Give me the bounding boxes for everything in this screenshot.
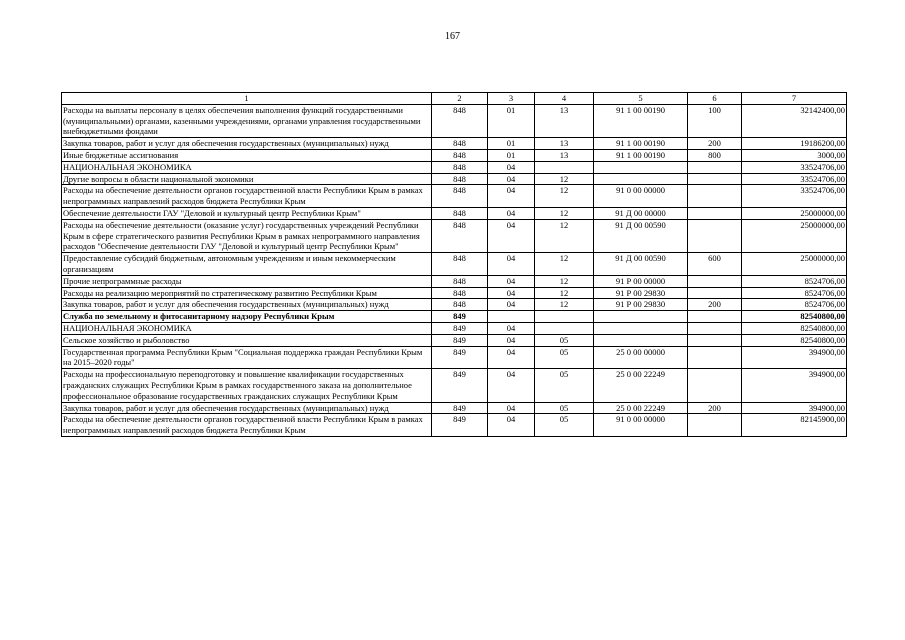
row-section-cell: 04 — [488, 219, 535, 252]
row-subsection-cell: 05 — [535, 369, 594, 402]
row-section-cell: 04 — [488, 414, 535, 437]
row-section-cell: 01 — [488, 149, 535, 161]
row-section-cell: 04 — [488, 253, 535, 276]
row-name-cell: Государственная программа Республики Крым "Социальная поддержка граждан Республики Крым на 2015–2020 годы" — [62, 346, 432, 369]
row-name-cell: Другие вопросы в области национальной экономики — [62, 173, 432, 185]
table-row — [62, 185, 847, 208]
row-amount-cell: 394900,00 — [742, 346, 847, 369]
row-amount-cell: 33524706,00 — [742, 185, 847, 208]
row-name-cell: Расходы на обеспечение деятельности органов государственной власти Республики Крым в рамках непрограммных направлений расходов бюджета Республики Крым — [62, 414, 432, 437]
table-row — [62, 402, 847, 414]
row-name-cell: НАЦИОНАЛЬНАЯ ЭКОНОМИКА — [62, 161, 432, 173]
row-section-cell: 04 — [488, 369, 535, 402]
table-row — [62, 299, 847, 311]
row-name-cell: НАЦИОНАЛЬНАЯ ЭКОНОМИКА — [62, 322, 432, 334]
row-target-article-cell: 91 Р 00 29830 — [594, 287, 688, 299]
row-section-cell: 04 — [488, 334, 535, 346]
row-section-cell: 04 — [488, 322, 535, 334]
row-target-article-cell: 91 1 00 00190 — [594, 149, 688, 161]
row-amount-cell: 82540800,00 — [742, 311, 847, 323]
row-expense-type-cell: 600 — [688, 253, 742, 276]
row-amount-cell: 82540800,00 — [742, 334, 847, 346]
row-expense-type-cell: 800 — [688, 149, 742, 161]
row-amount-cell: 33524706,00 — [742, 173, 847, 185]
row-target-article-cell: 91 Д 00 00590 — [594, 253, 688, 276]
row-grbs-cell: 848 — [432, 219, 488, 252]
row-section-cell: 01 — [488, 138, 535, 150]
row-subsection-cell: 12 — [535, 185, 594, 208]
row-target-article-cell: 25 0 00 22249 — [594, 369, 688, 402]
row-subsection-cell: 12 — [535, 173, 594, 185]
row-expense-type-cell — [688, 161, 742, 173]
header-row — [62, 93, 847, 105]
row-subsection-cell: 12 — [535, 253, 594, 276]
row-grbs-cell: 849 — [432, 346, 488, 369]
row-target-article-cell: 91 Д 00 00590 — [594, 219, 688, 252]
table-row — [62, 346, 847, 369]
row-expense-type-cell — [688, 207, 742, 219]
row-subsection-cell — [535, 322, 594, 334]
table-row — [62, 414, 847, 437]
row-section-cell: 04 — [488, 173, 535, 185]
row-section-cell: 04 — [488, 207, 535, 219]
row-name-cell: Предоставление субсидий бюджетным, автономным учреждениям и иным некоммерческим организациям — [62, 253, 432, 276]
row-amount-cell: 82145900,00 — [742, 414, 847, 437]
row-name-cell: Расходы на обеспечение деятельности органов государственной власти Республики Крым в рамках непрограммных направлений расходов бюджета Республики Крым — [62, 185, 432, 208]
row-subsection-cell: 12 — [535, 207, 594, 219]
row-section-cell — [488, 311, 535, 323]
row-name-cell: Закупка товаров, работ и услуг для обеспечения государственных (муниципальных) нужд — [62, 138, 432, 150]
table-row — [62, 334, 847, 346]
row-subsection-cell — [535, 161, 594, 173]
row-section-cell: 04 — [488, 402, 535, 414]
row-amount-cell: 3000,00 — [742, 149, 847, 161]
row-section-cell: 01 — [488, 104, 535, 137]
table-header — [62, 93, 847, 105]
budget-table — [61, 92, 847, 437]
row-target-article-cell — [594, 322, 688, 334]
row-grbs-cell: 848 — [432, 275, 488, 287]
row-subsection-cell: 05 — [535, 334, 594, 346]
row-target-article-cell: 91 Р 00 29830 — [594, 299, 688, 311]
row-grbs-cell: 849 — [432, 322, 488, 334]
row-grbs-cell: 848 — [432, 185, 488, 208]
row-subsection-cell: 05 — [535, 402, 594, 414]
table-row — [62, 253, 847, 276]
row-grbs-cell: 848 — [432, 253, 488, 276]
row-subsection-cell: 12 — [535, 287, 594, 299]
row-amount-cell: 8524706,00 — [742, 299, 847, 311]
row-name-cell: Расходы на выплаты персоналу в целях обеспечения выполнения функций государственными (муниципальными) органами, казенными учреждениями, органами управления государственными внебюджетными фондами — [62, 104, 432, 137]
row-subsection-cell: 13 — [535, 138, 594, 150]
row-amount-cell: 8524706,00 — [742, 275, 847, 287]
column-header: 5 — [594, 93, 688, 105]
column-header: 1 — [62, 93, 432, 105]
row-grbs-cell: 848 — [432, 161, 488, 173]
row-target-article-cell: 25 0 00 00000 — [594, 346, 688, 369]
row-name-cell: Служба по земельному и фитосанитарному надзору Республики Крым — [62, 311, 432, 323]
table-row — [62, 322, 847, 334]
row-expense-type-cell — [688, 173, 742, 185]
row-expense-type-cell — [688, 322, 742, 334]
column-header: 7 — [742, 93, 847, 105]
table-body — [62, 104, 847, 436]
column-header: 3 — [488, 93, 535, 105]
row-target-article-cell: 91 0 00 00000 — [594, 414, 688, 437]
row-expense-type-cell — [688, 334, 742, 346]
row-target-article-cell: 91 0 00 00000 — [594, 185, 688, 208]
row-amount-cell: 394900,00 — [742, 369, 847, 402]
row-subsection-cell — [535, 311, 594, 323]
row-expense-type-cell: 100 — [688, 104, 742, 137]
row-expense-type-cell — [688, 219, 742, 252]
row-subsection-cell: 12 — [535, 219, 594, 252]
row-expense-type-cell — [688, 185, 742, 208]
row-amount-cell: 32142400,00 — [742, 104, 847, 137]
row-target-article-cell — [594, 173, 688, 185]
row-grbs-cell: 848 — [432, 299, 488, 311]
row-target-article-cell — [594, 311, 688, 323]
table-row — [62, 287, 847, 299]
row-section-cell: 04 — [488, 287, 535, 299]
row-amount-cell: 25000000,00 — [742, 219, 847, 252]
row-section-cell: 04 — [488, 275, 535, 287]
row-expense-type-cell — [688, 369, 742, 402]
row-amount-cell: 8524706,00 — [742, 287, 847, 299]
row-target-article-cell: 91 1 00 00190 — [594, 104, 688, 137]
column-header: 2 — [432, 93, 488, 105]
row-expense-type-cell: 200 — [688, 299, 742, 311]
row-subsection-cell: 12 — [535, 275, 594, 287]
row-section-cell: 04 — [488, 346, 535, 369]
row-name-cell: Закупка товаров, работ и услуг для обеспечения государственных (муниципальных) нужд — [62, 299, 432, 311]
row-subsection-cell: 05 — [535, 346, 594, 369]
row-expense-type-cell — [688, 346, 742, 369]
row-grbs-cell: 849 — [432, 311, 488, 323]
row-name-cell: Закупка товаров, работ и услуг для обеспечения государственных (муниципальных) нужд — [62, 402, 432, 414]
row-name-cell: Расходы на профессиональную переподготовку и повышение квалификации государственных гражданских служащих Республики Крым в рамках государственного заказа на дополнительное профессиональное образование государственных гражданских служащих Республики Крым — [62, 369, 432, 402]
row-amount-cell: 25000000,00 — [742, 207, 847, 219]
row-name-cell: Сельское хозяйство и рыболовство — [62, 334, 432, 346]
row-expense-type-cell: 200 — [688, 138, 742, 150]
row-target-article-cell — [594, 161, 688, 173]
row-section-cell: 04 — [488, 185, 535, 208]
table-row — [62, 104, 847, 137]
table-row — [62, 219, 847, 252]
row-grbs-cell: 849 — [432, 369, 488, 402]
page-number: 167 — [445, 31, 460, 42]
row-target-article-cell: 25 0 00 22249 — [594, 402, 688, 414]
row-target-article-cell: 91 Д 00 00000 — [594, 207, 688, 219]
row-name-cell: Обеспечение деятельности ГАУ "Деловой и культурный центр Республики Крым" — [62, 207, 432, 219]
row-grbs-cell: 849 — [432, 334, 488, 346]
column-header: 4 — [535, 93, 594, 105]
row-target-article-cell: 91 1 00 00190 — [594, 138, 688, 150]
row-subsection-cell: 13 — [535, 104, 594, 137]
row-grbs-cell: 848 — [432, 104, 488, 137]
row-amount-cell: 82540800,00 — [742, 322, 847, 334]
row-subsection-cell: 13 — [535, 149, 594, 161]
row-section-cell: 04 — [488, 161, 535, 173]
row-expense-type-cell — [688, 275, 742, 287]
table-row — [62, 161, 847, 173]
row-grbs-cell: 849 — [432, 414, 488, 437]
row-name-cell: Иные бюджетные ассигнования — [62, 149, 432, 161]
row-grbs-cell: 848 — [432, 287, 488, 299]
row-amount-cell: 19186200,00 — [742, 138, 847, 150]
table-row — [62, 369, 847, 402]
row-expense-type-cell: 200 — [688, 402, 742, 414]
row-section-cell: 04 — [488, 299, 535, 311]
row-target-article-cell: 91 Р 00 00000 — [594, 275, 688, 287]
table-row — [62, 207, 847, 219]
row-grbs-cell: 848 — [432, 207, 488, 219]
row-expense-type-cell — [688, 414, 742, 437]
row-amount-cell: 33524706,00 — [742, 161, 847, 173]
row-grbs-cell: 848 — [432, 138, 488, 150]
table-row — [62, 311, 847, 323]
row-target-article-cell — [594, 334, 688, 346]
row-name-cell: Расходы на обеспечение деятельности (оказание услуг) государственных учреждений Республики Крым в сфере стратегического развития Республики Крым в рамках непрограммного направления расходов "Обеспечение деятельности ГАУ "Деловой и культурный центр Республики Крым" — [62, 219, 432, 252]
row-expense-type-cell — [688, 287, 742, 299]
row-amount-cell: 25000000,00 — [742, 253, 847, 276]
row-expense-type-cell — [688, 311, 742, 323]
row-name-cell: Прочие непрограммные расходы — [62, 275, 432, 287]
row-grbs-cell: 848 — [432, 149, 488, 161]
column-header: 6 — [688, 93, 742, 105]
table-row — [62, 173, 847, 185]
row-grbs-cell: 849 — [432, 402, 488, 414]
table-row — [62, 149, 847, 161]
table-row — [62, 138, 847, 150]
row-subsection-cell: 05 — [535, 414, 594, 437]
row-amount-cell: 394900,00 — [742, 402, 847, 414]
row-name-cell: Расходы на реализацию мероприятий по стратегическому развитию Республики Крым — [62, 287, 432, 299]
row-subsection-cell: 12 — [535, 299, 594, 311]
table-row — [62, 275, 847, 287]
row-grbs-cell: 848 — [432, 173, 488, 185]
